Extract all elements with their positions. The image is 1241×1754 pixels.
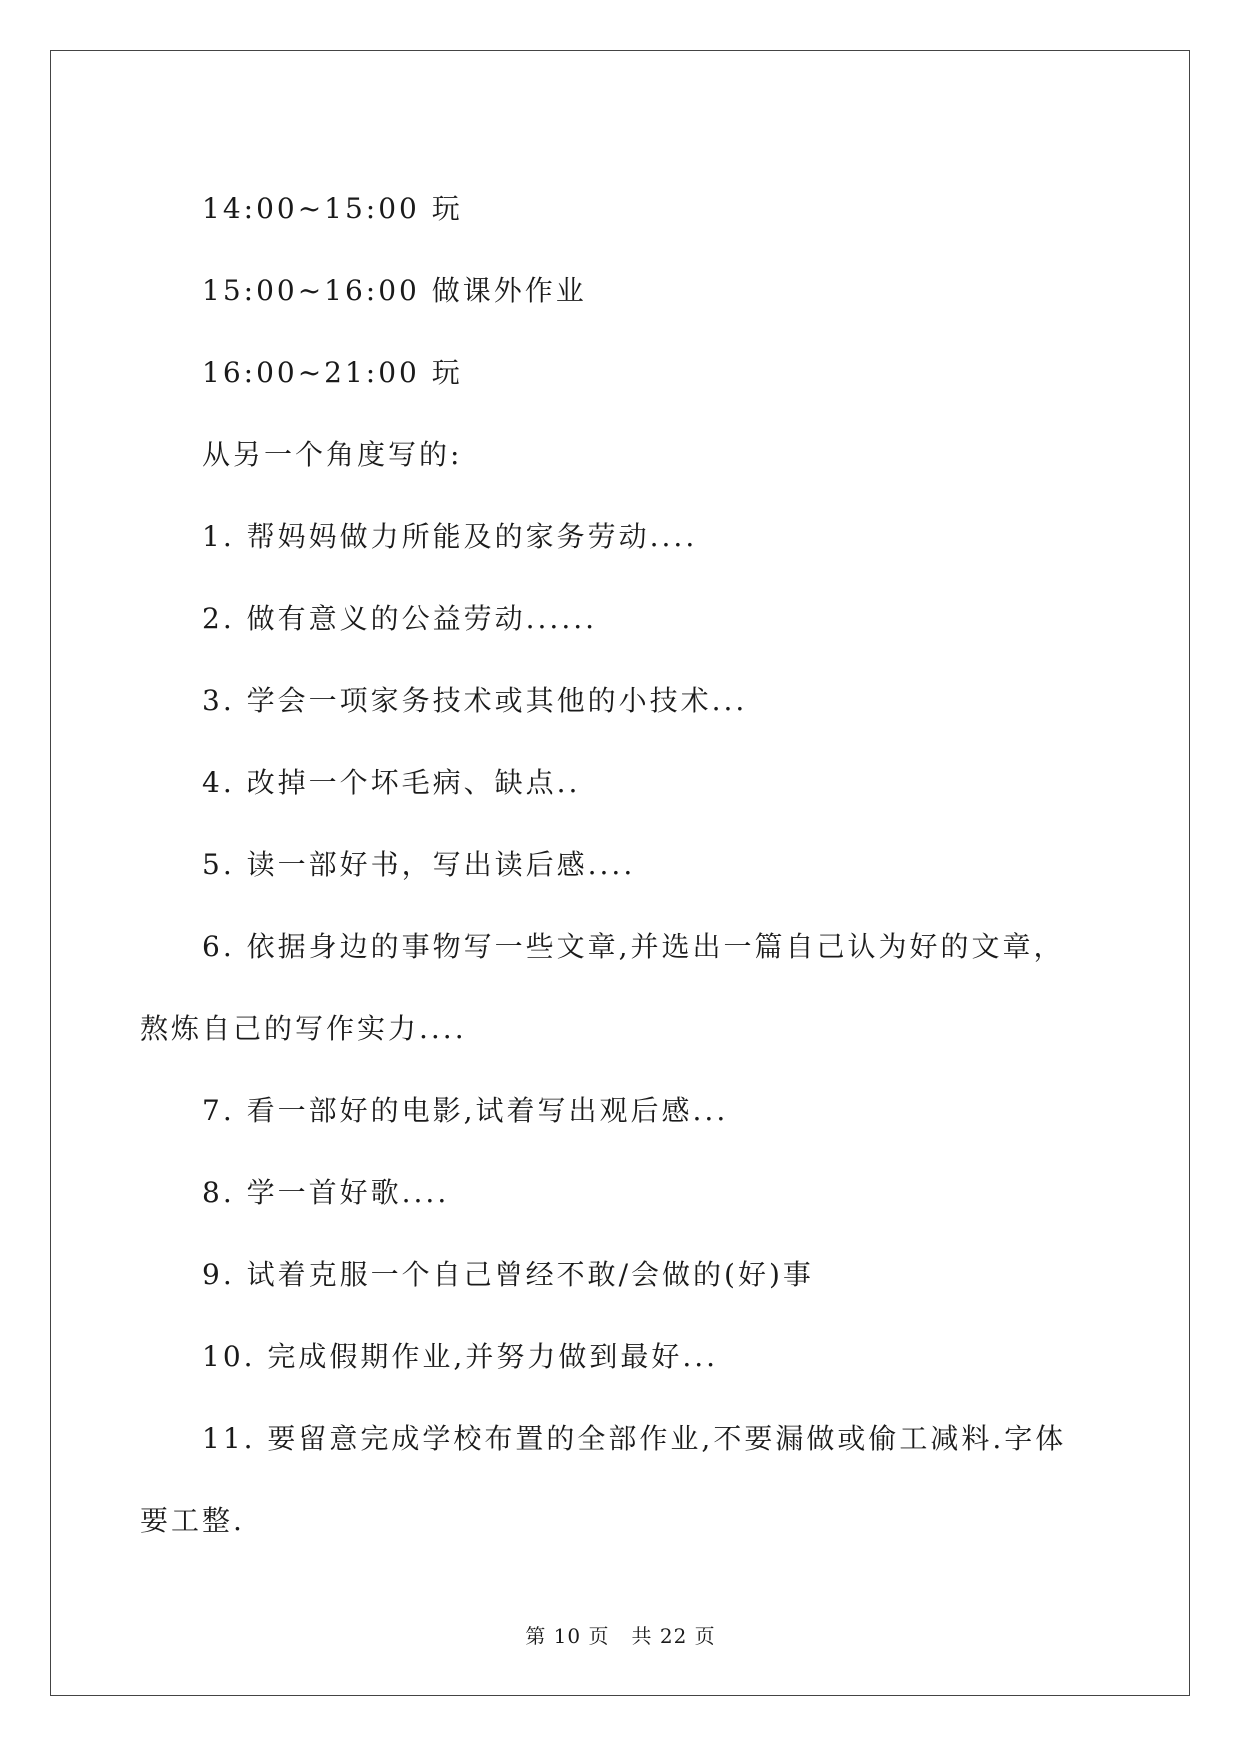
list-item-5: 5. 读一部好书，写出读后感....	[202, 848, 636, 881]
list-item-7: 7. 看一部好的电影,试着写出观后感...	[202, 1094, 729, 1127]
list-item-10: 10. 完成假期作业,并努力做到最好...	[202, 1340, 719, 1373]
document-body	[140, 168, 1090, 1562]
page-total: 共 22 页	[631, 1624, 716, 1648]
list-item-9: 9. 试着克服一个自己曾经不敢/会做的(好)事	[202, 1258, 814, 1291]
list-item-4: 4. 改掉一个坏毛病、缺点..	[202, 766, 581, 799]
paragraph-heading: 从另一个角度写的:	[202, 438, 463, 471]
list-item-1: 1. 帮妈妈做力所能及的家务劳动....	[202, 520, 698, 553]
list-item-11: 11. 要留意完成学校布置的全部作业,不要漏做或偷工减料.字体要工整.	[140, 1422, 1067, 1537]
paragraph-time-1: 14:00~15:00 玩	[202, 192, 463, 225]
list-item-3: 3. 学会一项家务技术或其他的小技术...	[202, 684, 748, 717]
list-item-2: 2. 做有意义的公益劳动......	[202, 602, 598, 635]
paragraph-time-3: 16:00~21:00 玩	[202, 356, 463, 389]
paragraph-time-2: 15:00~16:00 做课外作业	[202, 274, 587, 307]
page-number: 第 10 页	[525, 1624, 610, 1648]
page-footer	[0, 1620, 1241, 1649]
list-item-6: 6. 依据身边的事物写一些文章,并选出一篇自己认为好的文章，熬炼自己的写作实力....	[140, 930, 1065, 1045]
list-item-8: 8. 学一首好歌....	[202, 1176, 450, 1209]
